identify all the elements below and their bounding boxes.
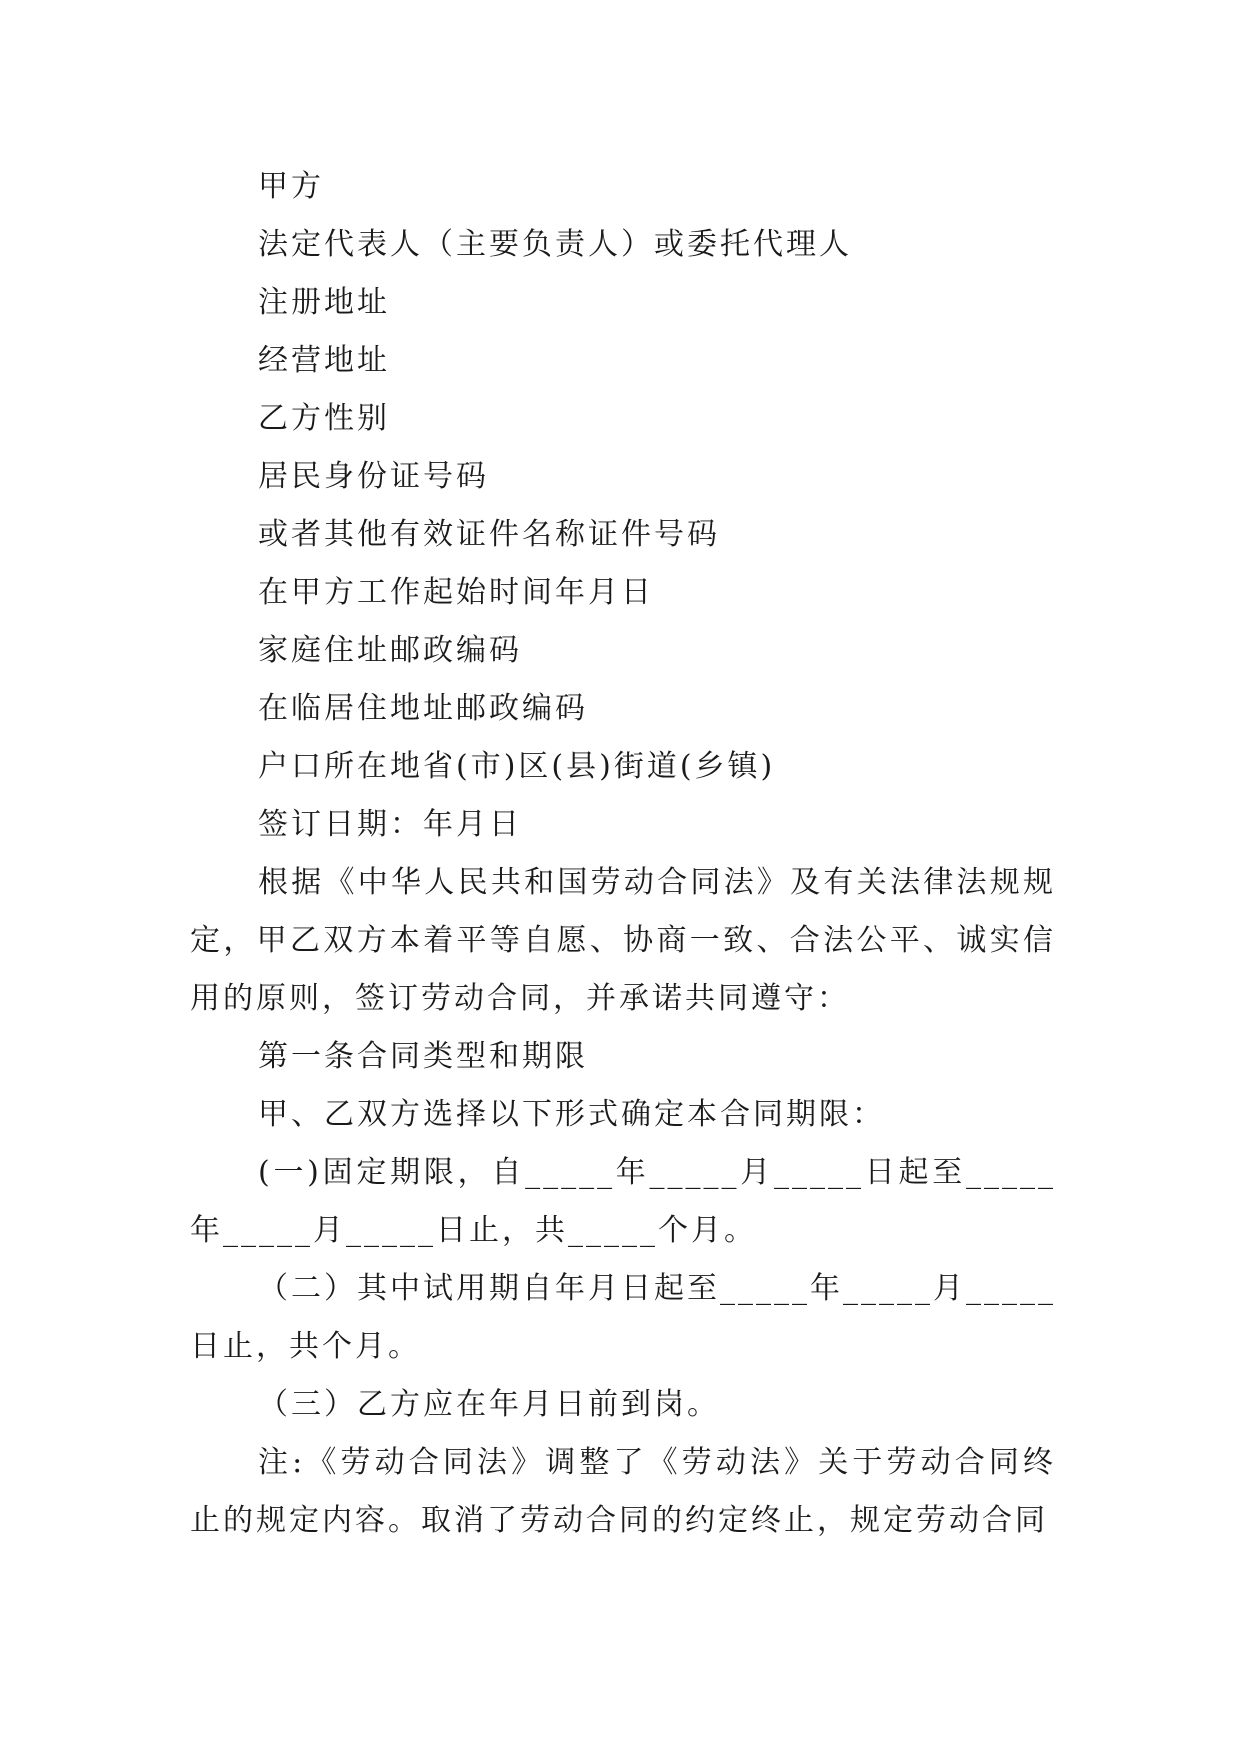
paragraph-article-1-title: 第一条合同类型和期限 xyxy=(258,1039,588,1074)
paragraph-report-date: （三）乙方应在年月日前到岗。 xyxy=(258,1387,720,1422)
paragraph-probation: （二）其中试用期自年月日起至_____年_____月_____日止，共个月。 xyxy=(190,1271,1056,1364)
line-party-b-gender: 乙方性别 xyxy=(258,401,390,436)
paragraph-fixed-term: (一)固定期限，自_____年_____月_____日起至_____年_____月_____日止，共_____个月。 xyxy=(190,1155,1056,1248)
line-household-registration: 户口所在地省(市)区(县)街道(乡镇) xyxy=(258,749,776,784)
line-home-address: 家庭住址邮政编码 xyxy=(258,633,522,668)
line-business-address: 经营地址 xyxy=(258,343,390,378)
line-other-id: 或者其他有效证件名称证件号码 xyxy=(258,517,720,552)
paragraph-note: 注:《劳动合同法》调整了《劳动法》关于劳动合同终止的规定内容。取消了劳动合同的约定终止，规定劳动合同 xyxy=(190,1445,1056,1538)
line-party-a: 甲方 xyxy=(258,169,324,204)
paragraph-term-choice: 甲、乙双方选择以下形式确定本合同期限： xyxy=(258,1097,885,1132)
line-registered-address: 注册地址 xyxy=(258,285,390,320)
line-signing-date: 签订日期：年月日 xyxy=(258,807,522,842)
paragraph-preamble: 根据《中华人民共和国劳动合同法》及有关法律法规规定，甲乙双方本着平等自愿、协商一致、合法公平、诚实信用的原则，签订劳动合同，并承诺共同遵守： xyxy=(190,865,1056,1016)
line-id-number: 居民身份证号码 xyxy=(258,459,489,494)
line-legal-representative: 法定代表人（主要负责人）或委托代理人 xyxy=(258,227,852,262)
line-start-date: 在甲方工作起始时间年月日 xyxy=(258,575,654,610)
line-temp-address: 在临居住地址邮政编码 xyxy=(258,691,588,726)
document-body xyxy=(190,158,1056,1550)
